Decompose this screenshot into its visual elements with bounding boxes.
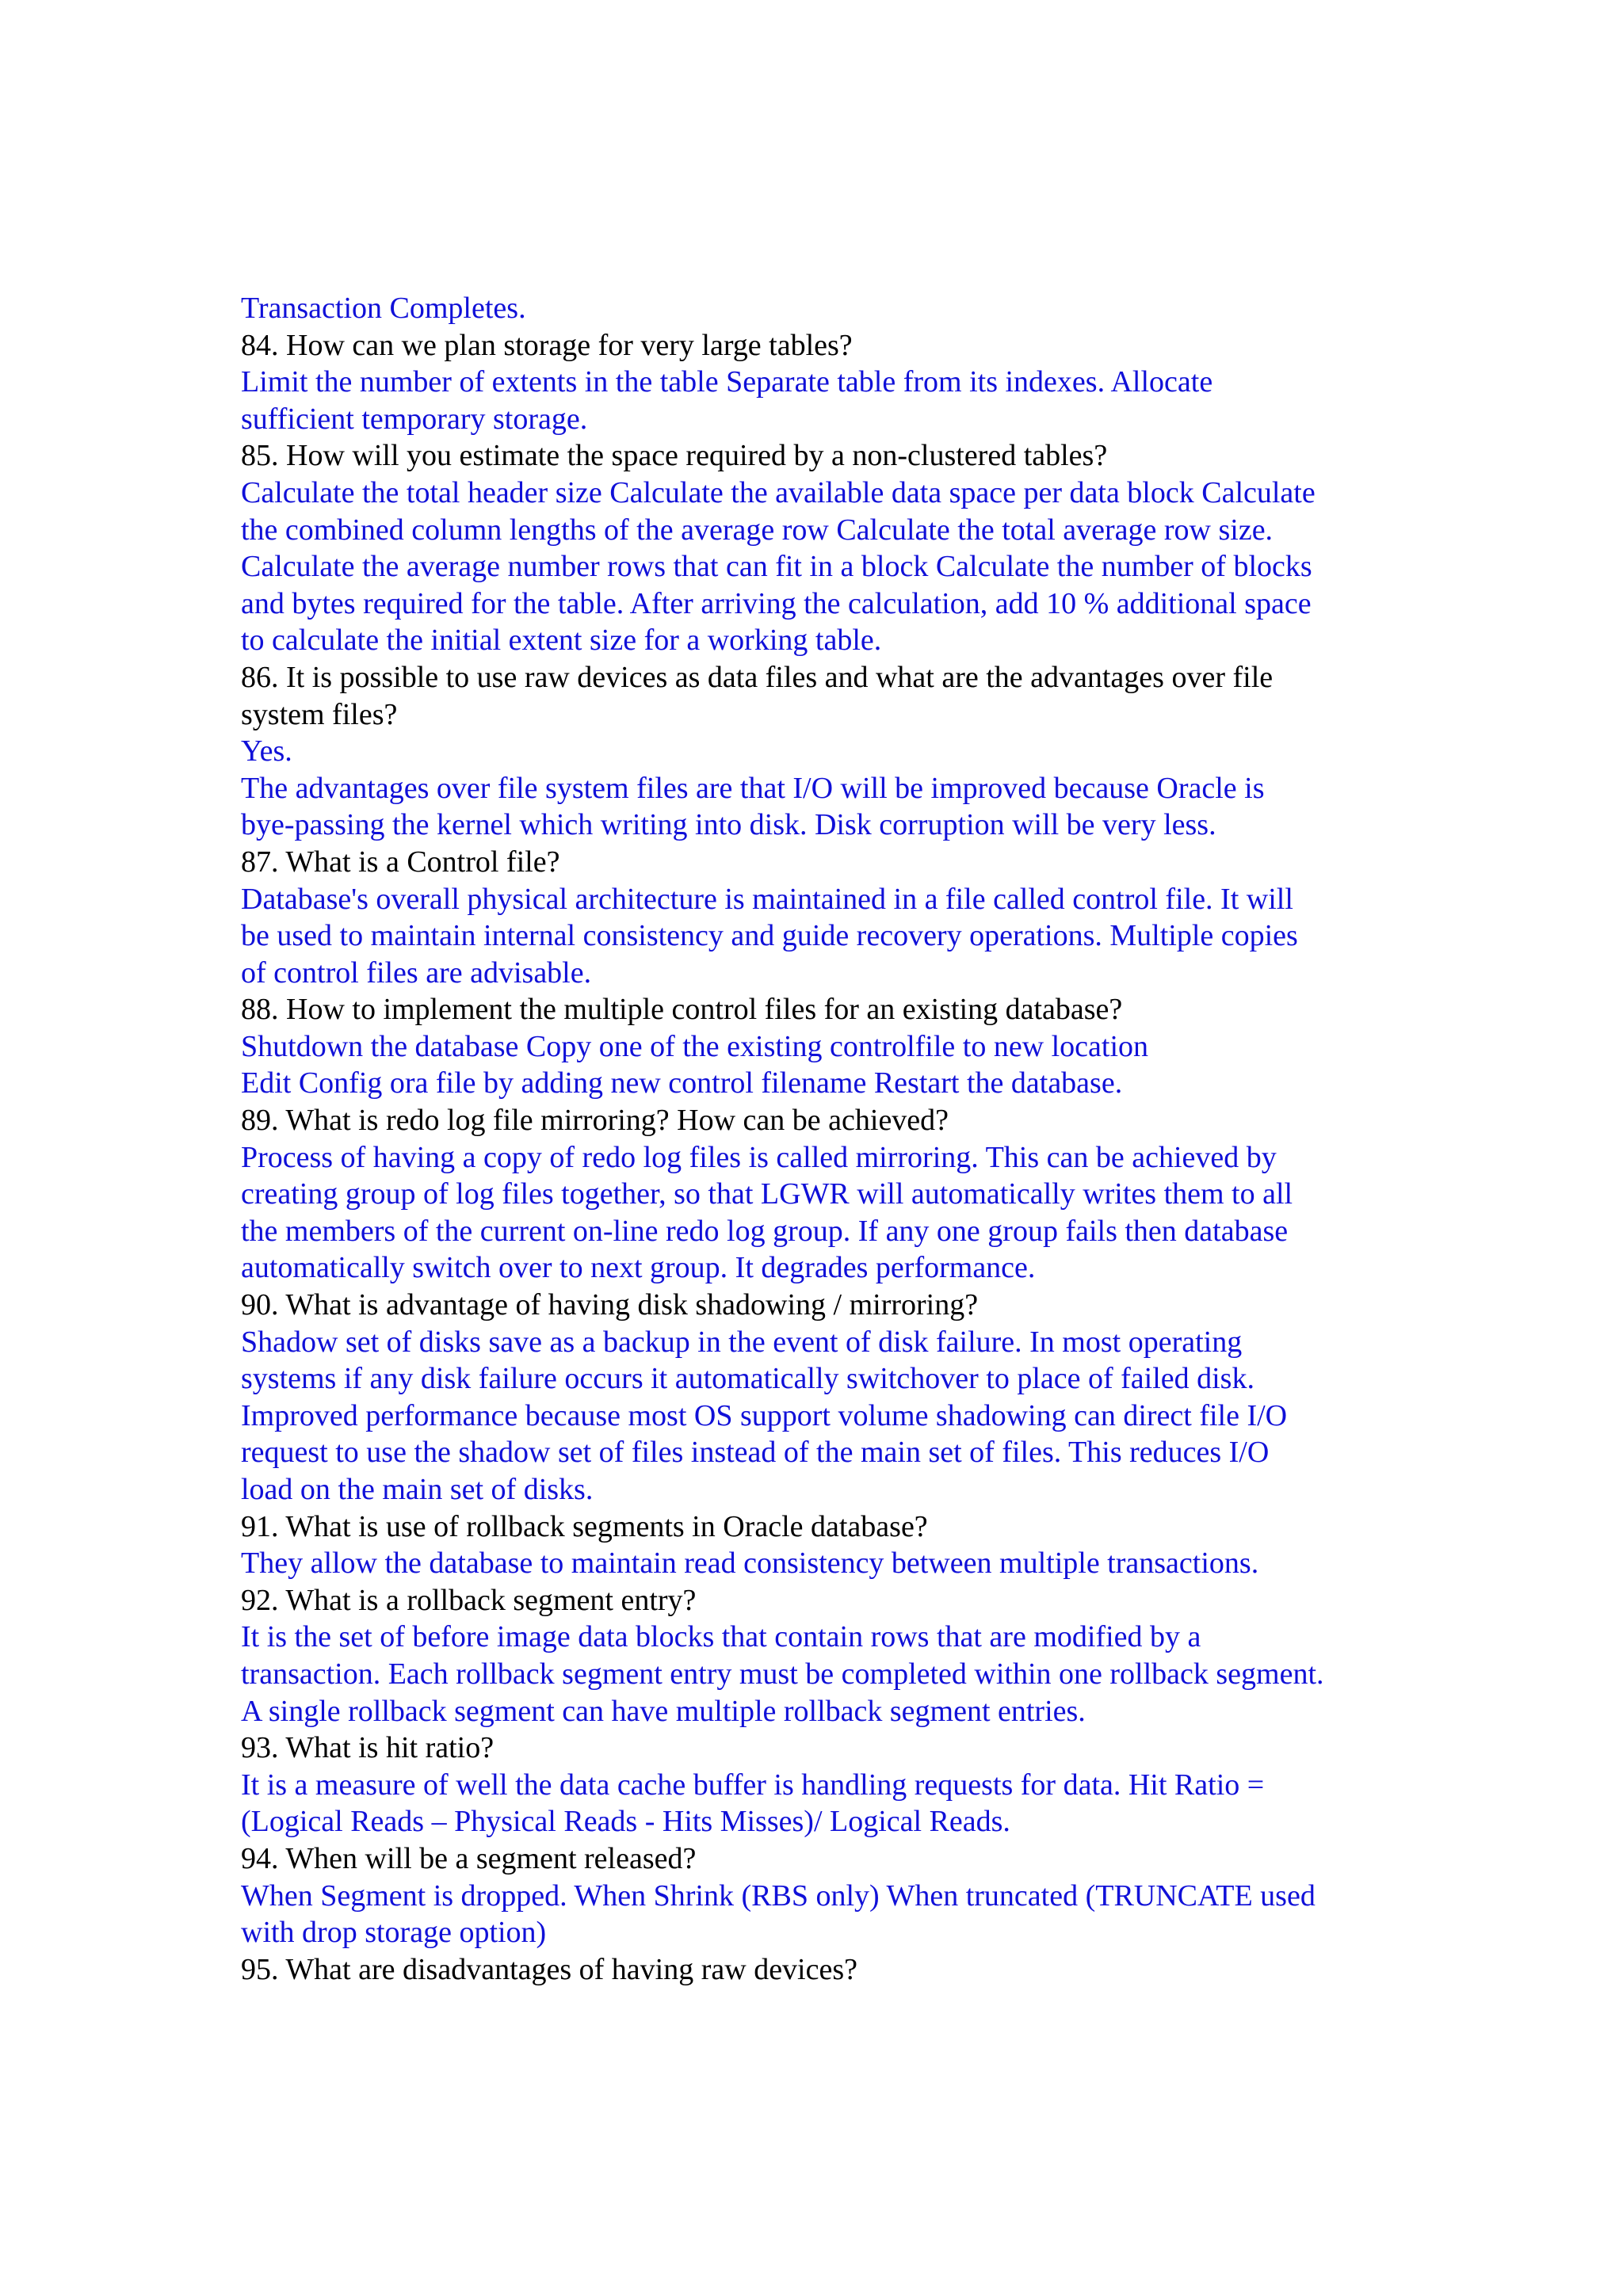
qa-text-body [241,290,1414,1988]
answer-line: A single rollback segment can have multiple rollback segment entries. [241,1694,1086,1728]
answer-line: Shadow set of disks save as a backup in the event of disk failure. In most operating [241,1325,1243,1359]
answer-line: Calculate the average number rows that can fit in a block Calculate the number of blocks [241,550,1312,584]
answer-line: It is a measure of well the data cache buffer is handling requests for data. Hit Ratio = [241,1768,1265,1802]
answer-line: automatically switch over to next group. It degrades performance. [241,1251,1036,1285]
answer-line: request to use the shadow set of files instead of the main set of files. This reduces I/O [241,1436,1270,1470]
question-line: 94. When will be a segment released? [241,1841,697,1875]
answer-line: and bytes required for the table. After arriving the calculation, add 10 % additional space [241,586,1312,620]
answer-line: load on the main set of disks. [241,1473,594,1506]
question-line: 85. How will you estimate the space required by a non-clustered tables? [241,439,1108,473]
answer-line: creating group of log files together, so that LGWR will automatically writes them to all [241,1177,1293,1211]
question-line: 93. What is hit ratio? [241,1731,495,1765]
answer-line: Transaction Completes. [241,292,526,325]
answer-line: Yes. [241,734,292,769]
answer-line: It is the set of before image data blocks that contain rows that are modified by a [241,1620,1201,1654]
question-line: 89. What is redo log file mirroring? How can be achieved? [241,1104,949,1138]
answer-line: systems if any disk failure occurs it automatically switchover to place of failed disk. [241,1362,1254,1396]
answer-line: Database's overall physical architecture is maintained in a file called control file. It will [241,882,1293,916]
answer-line: sufficient temporary storage. [241,402,588,436]
answer-line: Calculate the total header size Calculate the available data space per data block Calculate [241,475,1316,509]
question-line: 86. It is possible to use raw devices as data files and what are the advantages over file [241,660,1274,694]
question-line: 87. What is a Control file? [241,845,560,879]
question-line: system files? [241,697,398,731]
question-line: 95. What are disadvantages of having raw devices? [241,1952,857,1986]
question-line: 92. What is a rollback segment entry? [241,1583,697,1617]
question-line: 88. How to implement the multiple control files for an existing database? [241,993,1123,1027]
answer-line: The advantages over file system files are that I/O will be improved because Oracle is [241,771,1265,805]
answer-line: (Logical Reads – Physical Reads - Hits Misses)/ Logical Reads. [241,1805,1010,1839]
answer-line: be used to maintain internal consistency and guide recovery operations. Multiple copies [241,919,1298,953]
answer-line: Improved performance because most OS support volume shadowing can direct file I/O [241,1398,1288,1432]
answer-line: Edit Config ora file by adding new control filename Restart the database. [241,1066,1123,1100]
answer-line: Limit the number of extents in the table Separate table from its indexes. Allocate [241,365,1213,399]
answer-line: Process of having a copy of redo log files is called mirroring. This can be achieved by [241,1140,1277,1174]
answer-line: to calculate the initial extent size for a working table. [241,624,882,658]
answer-line: Shutdown the database Copy one of the existing controlfile to new location [241,1029,1149,1063]
answer-line: the members of the current on-line redo log group. If any one group fails then database [241,1214,1289,1248]
answer-line: of control files are advisable. [241,955,592,990]
answer-line: When Segment is dropped. When Shrink (RBS only) When truncated (TRUNCATE used [241,1878,1316,1913]
answer-line: transaction. Each rollback segment entry must be completed within one rollback segment. [241,1657,1324,1691]
answer-line: with drop storage option) [241,1916,547,1950]
answer-line: They allow the database to maintain read consistency between multiple transactions. [241,1547,1259,1581]
question-line: 90. What is advantage of having disk shadowing / mirroring? [241,1288,979,1322]
answer-line: bye-passing the kernel which writing into disk. Disk corruption will be very less. [241,808,1216,842]
question-line: 91. What is use of rollback segments in Oracle database? [241,1509,928,1543]
answer-line: the combined column lengths of the average row Calculate the total average row size. [241,513,1274,547]
question-line: 84. How can we plan storage for very large tables? [241,328,853,362]
